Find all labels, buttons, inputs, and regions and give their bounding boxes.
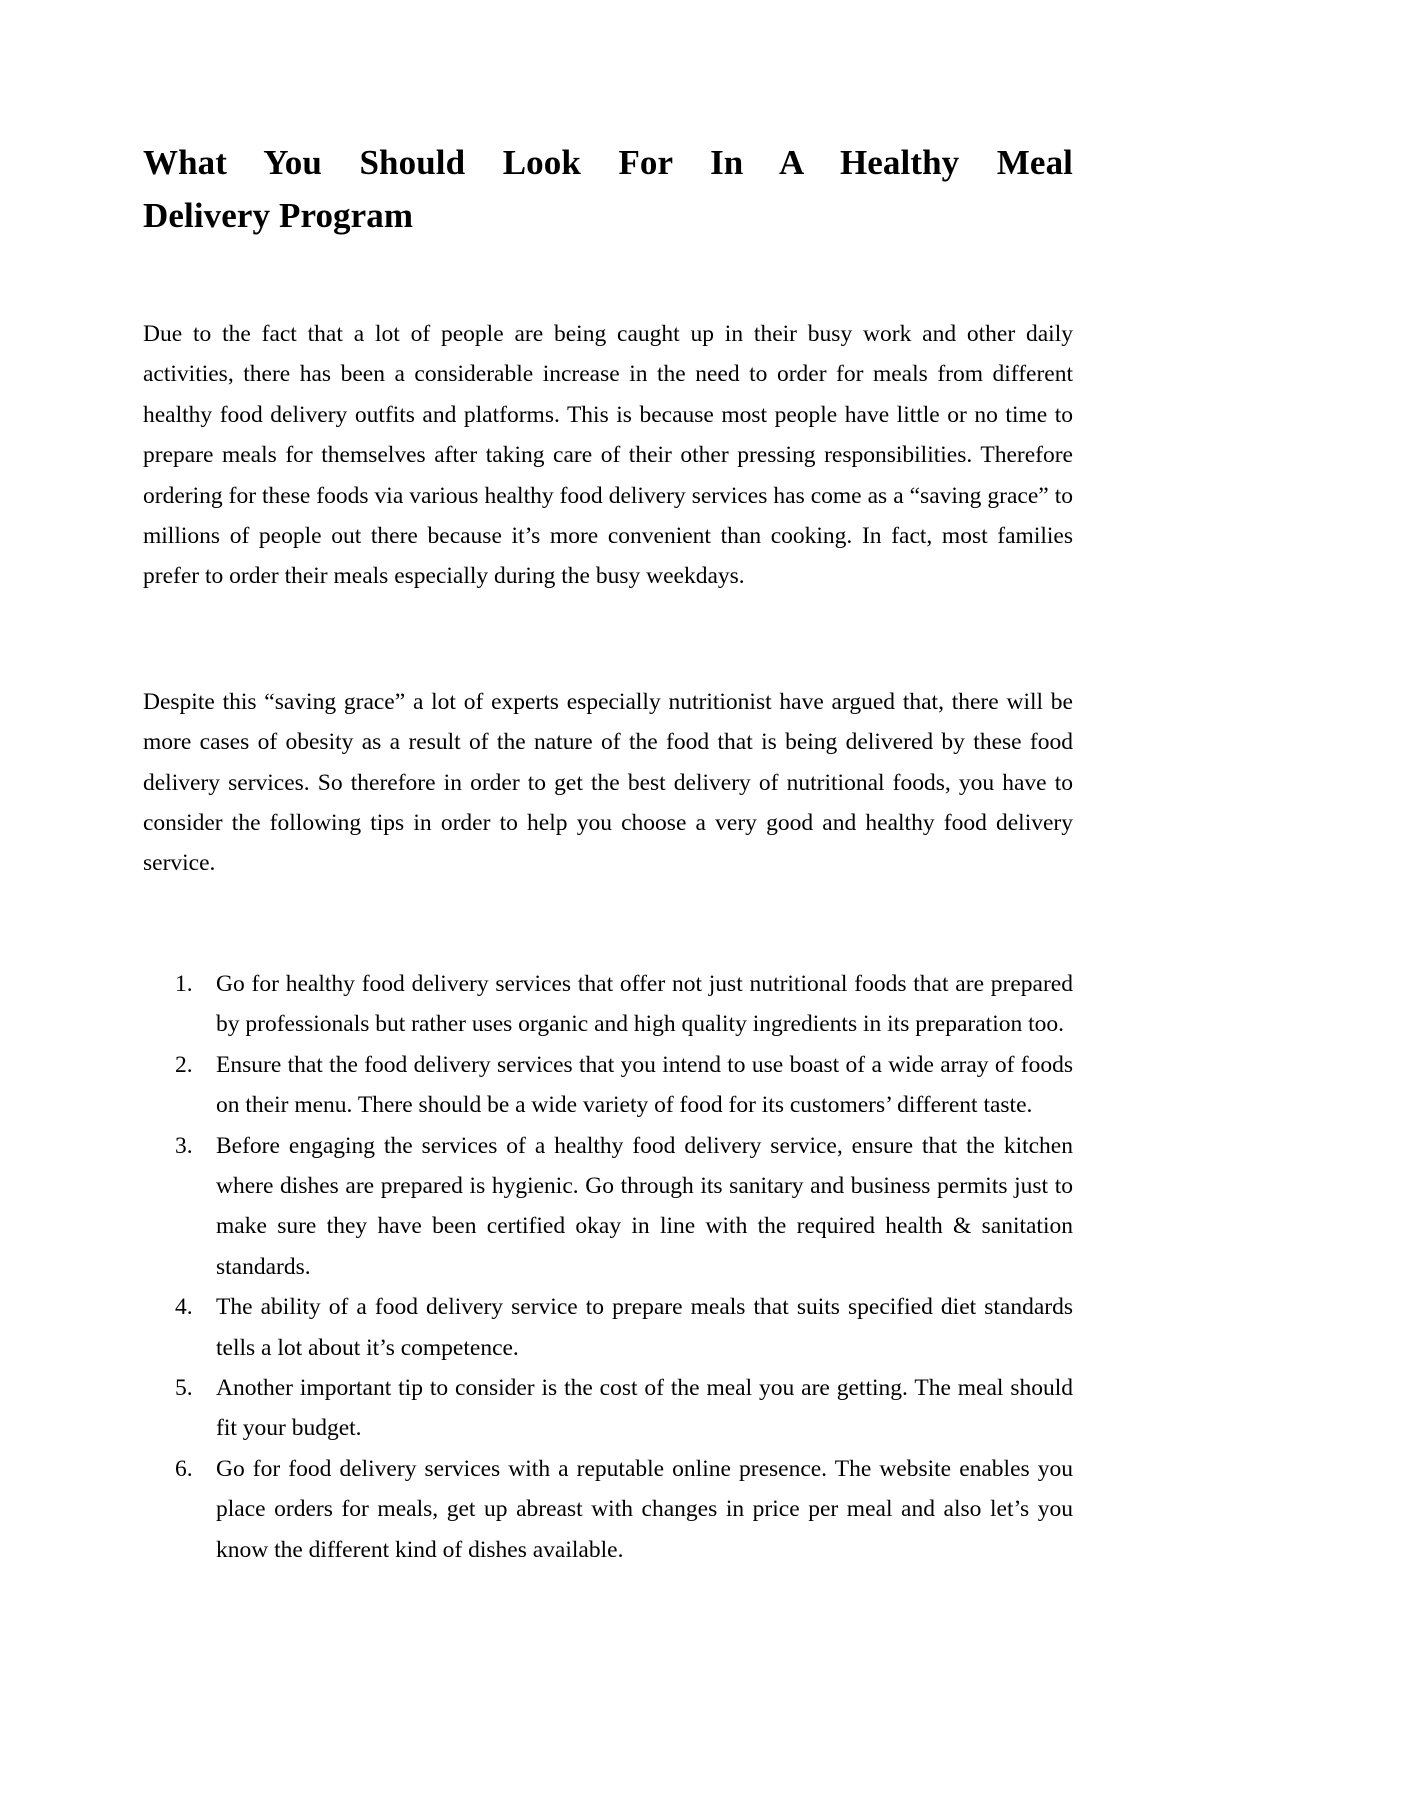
list-item-marker: 1. bbox=[175, 970, 193, 997]
list-item-text: Go for healthy food delivery services that offer not just nutritional foods that are prepared by professionals but rather uses organic and high quality ingredients in its preparation too. bbox=[216, 970, 1073, 1038]
tips-numbered-list bbox=[143, 964, 1073, 1570]
list-item bbox=[143, 1449, 1073, 1570]
list-item-marker: 4. bbox=[175, 1294, 193, 1321]
list-item-text: The ability of a food delivery service to prepare meals that suits specified diet standards tells a lot about it’s competence. bbox=[216, 1294, 1073, 1361]
body-paragraph-1: Due to the fact that a lot of people are being caught up in their busy work and other daily activities, there has been a considerable increase in the need to order for meals from different healthy food delivery outfits and platforms. This is because most people have little or no time to prepare meals for themselves after taking care of their other pressing responsibilities. Therefore ordering for these foods via various healthy food delivery services has come as a “saving grace” to millions of people out there because it’s more convenient than cooking. In fact, most families prefer to order their meals especially during the busy weekdays. bbox=[143, 321, 1073, 590]
list-item-text: Another important tip to consider is the cost of the meal you are getting. The meal should fit your budget. bbox=[216, 1374, 1073, 1442]
list-item-text: Go for food delivery services with a reputable online presence. The website enables you place orders for meals, get up abreast with changes in price per meal and also let’s you know the different kind of dishes available. bbox=[216, 1455, 1073, 1563]
page-title-line-2: Delivery Program bbox=[143, 195, 414, 235]
list-item-marker: 5. bbox=[175, 1374, 193, 1401]
list-item bbox=[143, 1368, 1073, 1449]
list-item bbox=[143, 1045, 1073, 1126]
page-title-line-1: What You Should Look For In A Healthy Meal bbox=[143, 143, 1073, 182]
list-item bbox=[143, 1126, 1073, 1288]
list-item-marker: 3. bbox=[175, 1132, 193, 1159]
list-item-text: Ensure that the food delivery services that you intend to use boast of a wide array of foods on their menu. There should be a wide variety of food for its customers’ different taste. bbox=[216, 1051, 1073, 1119]
list-item bbox=[143, 964, 1073, 1045]
list-item-marker: 6. bbox=[175, 1455, 193, 1482]
list-item-text: Before engaging the services of a healthy food delivery service, ensure that the kitchen where dishes are prepared is hygienic. Go through its sanitary and business permits just to make sure they have been certified okay in line with the required health & sanitation standards. bbox=[216, 1132, 1073, 1280]
document-content bbox=[143, 0, 1073, 1570]
list-item bbox=[143, 1287, 1073, 1368]
list-item-marker: 2. bbox=[175, 1051, 193, 1078]
page-title bbox=[143, 0, 1073, 242]
body-paragraph-2: Despite this “saving grace” a lot of experts especially nutritionist have argued that, there will be more cases of obesity as a result of the nature of the food that is being delivered by these food delivery services. So therefore in order to get the best delivery of nutritional foods, you have to consider the following tips in order to help you choose a very good and healthy food delivery service. bbox=[143, 688, 1073, 877]
